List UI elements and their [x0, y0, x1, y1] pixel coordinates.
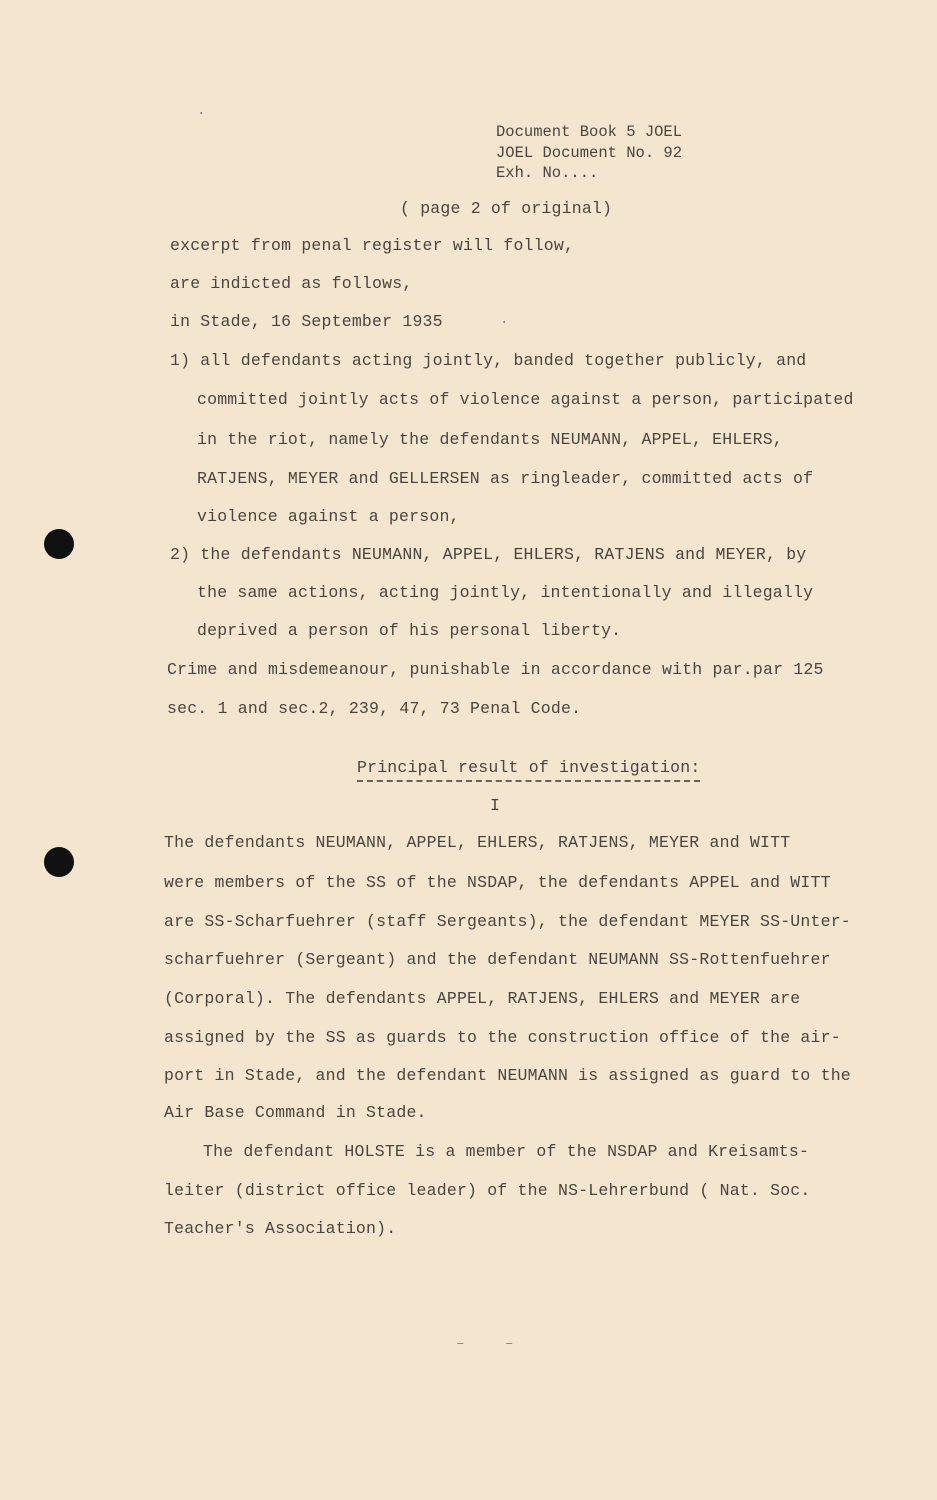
stray-mark: –: [456, 1336, 465, 1352]
text-line: The defendant HOLSTE is a member of the NSDAP and Kreisamts-: [203, 1142, 810, 1161]
text-line: excerpt from penal register will follow,: [170, 236, 575, 255]
text-line: committed jointly acts of violence against a person, participated: [197, 390, 854, 409]
text-line: Crime and misdemeanour, punishable in accordance with par.par 125: [167, 660, 824, 679]
text-line: are SS-Scharfuehrer (staff Sergeants), the defendant MEYER SS-Unter-: [164, 912, 851, 931]
punch-hole-top: [44, 529, 74, 559]
text-line: sec. 1 and sec.2, 239, 47, 73 Penal Code.: [167, 699, 582, 718]
text-line: deprived a person of his personal liberty.: [197, 621, 622, 640]
text-line: the same actions, acting jointly, intentionally and illegally: [197, 583, 814, 602]
text-line: violence against a person,: [197, 507, 460, 526]
stray-mark: ·: [197, 106, 206, 122]
text-line: Teacher's Association).: [164, 1219, 397, 1238]
text-line: in Stade, 16 September 1935: [170, 312, 443, 331]
stray-mark: –: [505, 1336, 514, 1352]
text-line: (Corporal). The defendants APPEL, RATJENS, EHLERS and MEYER are: [164, 989, 801, 1008]
text-line: 2) the defendants NEUMANN, APPEL, EHLERS, RATJENS and MEYER, by: [170, 545, 807, 564]
punch-hole-bottom: [44, 847, 74, 877]
section-numeral: I: [490, 796, 501, 815]
stray-mark: ·: [500, 315, 509, 331]
text-line: were members of the SS of the NSDAP, the defendants APPEL and WITT: [164, 873, 831, 892]
exhibit-number: Exh. No....: [496, 164, 599, 182]
text-line: 1) all defendants acting jointly, banded together publicly, and: [170, 351, 807, 370]
document-book-ref: Document Book 5 JOEL: [496, 123, 683, 141]
text-line: RATJENS, MEYER and GELLERSEN as ringleader, committed acts of: [197, 469, 814, 488]
document-number: JOEL Document No. 92: [496, 144, 683, 162]
text-line: are indicted as follows,: [170, 274, 413, 293]
text-line: Air Base Command in Stade.: [164, 1103, 427, 1122]
text-line: leiter (district office leader) of the NS-Lehrerbund ( Nat. Soc.: [164, 1181, 811, 1200]
text-line: The defendants NEUMANN, APPEL, EHLERS, RATJENS, MEYER and WITT: [164, 833, 791, 852]
text-line: assigned by the SS as guards to the construction office of the air-: [164, 1028, 841, 1047]
text-line: scharfuehrer (Sergeant) and the defendant NEUMANN SS-Rottenfuehrer: [164, 950, 831, 969]
text-line: in the riot, namely the defendants NEUMANN, APPEL, EHLERS,: [197, 430, 783, 449]
page-note: ( page 2 of original): [400, 199, 613, 218]
section-heading: Principal result of investigation:: [357, 758, 700, 782]
text-line: port in Stade, and the defendant NEUMANN is assigned as guard to the: [164, 1066, 851, 1085]
